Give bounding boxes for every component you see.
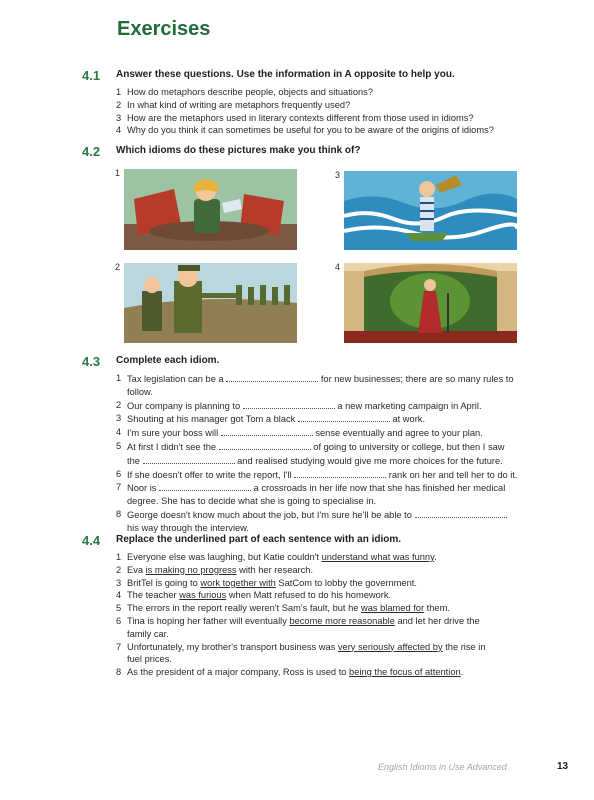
list-item: 4 Why do you think it can sometimes be useful for you to be aware of the origins of idioms? bbox=[116, 125, 494, 136]
exercise-instruction: Answer these questions. Use the information in A opposite to help you. bbox=[116, 69, 455, 80]
list-item: 2 Eva is making no progress with her research. bbox=[116, 564, 314, 575]
blank-field[interactable] bbox=[221, 426, 313, 436]
list-item: 3 Shouting at his manager got Tom a black at work. bbox=[116, 413, 426, 425]
blank-field[interactable] bbox=[143, 454, 235, 464]
list-item: 6 Tina is hoping her father will eventually become more reasonable and let her drive the family car. bbox=[116, 615, 480, 639]
exercise-number: 4.2 bbox=[82, 144, 101, 159]
list-item: 4 The teacher was furious when Matt refused to do his homework. bbox=[116, 590, 392, 601]
underlined-phrase: was furious bbox=[179, 590, 227, 601]
book-title: English Idioms in Use Advanced bbox=[378, 762, 507, 772]
picture-label-1: 1 bbox=[115, 168, 121, 178]
list-item: 4 I'm sure your boss will sense eventually and agree to your plan. bbox=[116, 427, 483, 439]
underlined-phrase: being the focus of attention bbox=[349, 667, 461, 678]
queen-chess-tea-illustration bbox=[124, 169, 297, 250]
list-item: 3 How are the metaphors used in literary contexts different from those used in idioms? bbox=[116, 112, 474, 123]
blank-field[interactable] bbox=[415, 508, 507, 518]
exercise-number: 4.4 bbox=[82, 533, 101, 548]
picture-label-2: 2 bbox=[115, 262, 121, 272]
list-item: 2 Our company is planning to a new marketing campaign in April. bbox=[116, 399, 482, 411]
picture-label-3: 3 bbox=[335, 170, 341, 180]
singer-stage-illustration bbox=[344, 263, 517, 343]
list-item: 1 Tax legislation can be a for new businesses; there are so many rules to follow. bbox=[116, 373, 514, 397]
blank-field[interactable] bbox=[294, 468, 386, 478]
underlined-phrase: become more reasonable bbox=[289, 615, 395, 626]
underlined-phrase: is making no progress bbox=[145, 564, 237, 575]
list-item: 6 If she doesn't offer to write the report, I'll rank on her and tell her to do it. bbox=[116, 468, 518, 480]
blank-field[interactable] bbox=[226, 372, 318, 382]
list-item: 5 At first I didn't see the of going to university or college, but then I saw the and realised studying would give me more choices for the future. bbox=[116, 440, 505, 466]
question-list bbox=[116, 86, 536, 137]
blank-field[interactable] bbox=[243, 399, 335, 409]
picture-label-4: 4 bbox=[335, 262, 341, 272]
list-item: 2 In what kind of writing are metaphors frequently used? bbox=[116, 99, 351, 110]
page-number: 13 bbox=[557, 761, 569, 772]
page-title: Exercises bbox=[117, 18, 211, 40]
exercise-instruction: Which idioms do these pictures make you think of? bbox=[116, 145, 361, 156]
soldiers-firing-illustration bbox=[124, 263, 297, 343]
list-item: 8 As the president of a major company, Ross is used to being the focus of attention. bbox=[116, 667, 464, 678]
question-list bbox=[116, 372, 536, 535]
list-item: 7 Unfortunately, my brother's transport business was very seriously affected by the rise in fuel prices. bbox=[116, 641, 486, 665]
list-item: 1 Everyone else was laughing, but Katie couldn't understand what was funny. bbox=[116, 552, 437, 562]
list-item: 5 The errors in the report really weren't Sam's fault, but he was blamed for them. bbox=[116, 603, 450, 614]
underlined-phrase: work together with bbox=[200, 577, 276, 588]
exercise-instruction: Complete each idiom. bbox=[116, 355, 220, 366]
blank-field[interactable] bbox=[159, 481, 251, 491]
sailor-boat-waves-illustration bbox=[344, 171, 517, 250]
list-item: 7 Noor is a crossroads in her life now that she has finished her medical degree. She has to decide what she is going to specialise in. bbox=[116, 482, 506, 507]
exercise-number: 4.1 bbox=[82, 68, 101, 83]
list-item: 8 George doesn't know much about the job, but I'm sure he'll be able to his way through the interview. bbox=[116, 508, 536, 535]
list-item: 3 BritTel is going to work together with SatCom to lobby the government. bbox=[116, 577, 417, 588]
underlined-phrase: was blamed for bbox=[361, 603, 425, 614]
question-list bbox=[116, 551, 536, 679]
blank-field[interactable] bbox=[219, 440, 311, 450]
underlined-phrase: very seriously affected by bbox=[337, 641, 443, 652]
underlined-phrase: understand what was funny bbox=[321, 552, 435, 562]
exercise-instruction: Replace the underlined part of each sentence with an idiom. bbox=[116, 534, 402, 545]
blank-field[interactable] bbox=[298, 412, 390, 422]
exercise-number: 4.3 bbox=[82, 354, 101, 369]
list-item: 1 How do metaphors describe people, objects and situations? bbox=[116, 87, 373, 97]
